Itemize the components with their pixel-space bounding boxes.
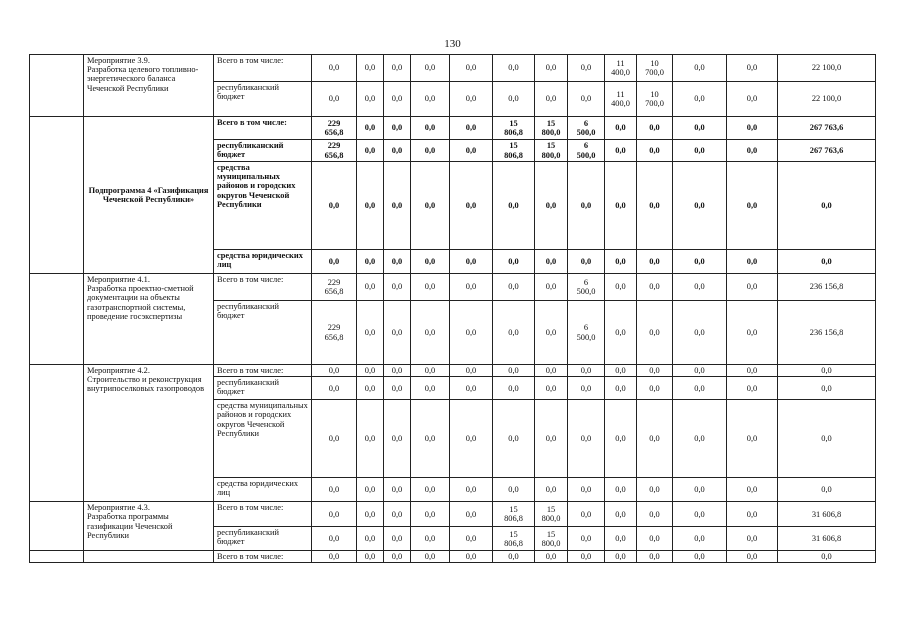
value-cell: 0,0 xyxy=(727,377,778,400)
value-cell: 0,0 xyxy=(357,551,384,563)
value-cell: 0,0 xyxy=(637,162,673,250)
value-cell: 0,0 xyxy=(384,55,411,82)
value-cell: 0,0 xyxy=(637,250,673,274)
value-cell: 0,0 xyxy=(727,55,778,82)
value-cell: 0,0 xyxy=(673,502,727,527)
value-cell: 0,0 xyxy=(605,377,637,400)
value-cell: 0,0 xyxy=(493,377,535,400)
value-cell: 0,0 xyxy=(673,250,727,274)
value-cell: 0,0 xyxy=(384,551,411,563)
value-cell: 0,0 xyxy=(637,140,673,162)
value-cell: 0,0 xyxy=(727,301,778,365)
value-cell: 0,0 xyxy=(411,117,450,140)
value-cell: 0,0 xyxy=(312,527,357,551)
value-cell: 0,0 xyxy=(411,478,450,502)
value-cell: 0,0 xyxy=(727,82,778,117)
value-cell: 0,0 xyxy=(357,250,384,274)
value-cell: 0,0 xyxy=(637,527,673,551)
value-cell: 0,0 xyxy=(637,551,673,563)
value-cell: 0,0 xyxy=(568,162,605,250)
value-cell: 0,0 xyxy=(637,274,673,301)
value-cell: 0,0 xyxy=(411,274,450,301)
total-cell: 267 763,6 xyxy=(778,140,876,162)
value-cell: 0,0 xyxy=(535,365,568,377)
value-cell: 0,0 xyxy=(727,551,778,563)
value-cell: 15 800,0 xyxy=(535,140,568,162)
value-cell: 0,0 xyxy=(493,250,535,274)
value-cell: 0,0 xyxy=(727,400,778,478)
blank-cell xyxy=(30,502,84,551)
value-cell: 0,0 xyxy=(312,55,357,82)
funding-source-cell: Всего в том числе: xyxy=(214,274,312,301)
value-cell: 0,0 xyxy=(605,274,637,301)
value-cell: 0,0 xyxy=(637,400,673,478)
value-cell: 0,0 xyxy=(357,365,384,377)
funding-source-cell: Всего в том числе: xyxy=(214,502,312,527)
value-cell: 0,0 xyxy=(727,365,778,377)
value-cell: 0,0 xyxy=(450,400,493,478)
activity-name-cell: Мероприятие 3.9. Разработка целевого топливно-энергетического баланса Чеченской Республики xyxy=(84,55,214,117)
value-cell: 0,0 xyxy=(384,301,411,365)
value-cell: 10 700,0 xyxy=(637,55,673,82)
value-cell: 0,0 xyxy=(568,365,605,377)
total-cell: 0,0 xyxy=(778,377,876,400)
page-number: 130 xyxy=(444,38,461,50)
value-cell: 0,0 xyxy=(411,377,450,400)
value-cell: 0,0 xyxy=(673,140,727,162)
value-cell: 0,0 xyxy=(384,365,411,377)
value-cell: 0,0 xyxy=(568,551,605,563)
value-cell: 11 400,0 xyxy=(605,55,637,82)
value-cell: 6 500,0 xyxy=(568,274,605,301)
value-cell: 6 500,0 xyxy=(568,140,605,162)
value-cell: 0,0 xyxy=(312,82,357,117)
value-cell: 0,0 xyxy=(673,551,727,563)
value-cell: 15 800,0 xyxy=(535,502,568,527)
value-cell: 0,0 xyxy=(605,250,637,274)
activity-name-cell: Мероприятие 4.3. Разработка программы газификации Чеченской Республики xyxy=(84,502,214,551)
value-cell: 0,0 xyxy=(493,274,535,301)
total-cell: 31 606,8 xyxy=(778,502,876,527)
funding-source-cell: средства юридических лиц xyxy=(214,478,312,502)
total-cell: 0,0 xyxy=(778,551,876,563)
value-cell: 0,0 xyxy=(605,365,637,377)
blank-cell xyxy=(30,117,84,274)
funding-source-cell: средства юридических лиц xyxy=(214,250,312,274)
value-cell: 0,0 xyxy=(673,55,727,82)
total-cell: 236 156,8 xyxy=(778,274,876,301)
value-cell: 0,0 xyxy=(673,377,727,400)
value-cell: 0,0 xyxy=(673,274,727,301)
activity-name-cell: Подпрограмма 4 «Газификация Чеченской Республики» xyxy=(84,117,214,274)
value-cell: 0,0 xyxy=(673,527,727,551)
value-cell: 0,0 xyxy=(450,274,493,301)
value-cell: 0,0 xyxy=(673,400,727,478)
value-cell: 0,0 xyxy=(493,365,535,377)
value-cell: 0,0 xyxy=(568,400,605,478)
value-cell: 0,0 xyxy=(727,274,778,301)
funding-source-cell: Всего в том числе: xyxy=(214,551,312,563)
value-cell: 0,0 xyxy=(637,365,673,377)
value-cell: 0,0 xyxy=(312,250,357,274)
value-cell: 0,0 xyxy=(411,82,450,117)
value-cell: 0,0 xyxy=(535,478,568,502)
value-cell: 0,0 xyxy=(384,117,411,140)
value-cell: 0,0 xyxy=(493,301,535,365)
value-cell: 15 806,8 xyxy=(493,502,535,527)
value-cell: 0,0 xyxy=(411,301,450,365)
value-cell: 0,0 xyxy=(605,117,637,140)
value-cell: 0,0 xyxy=(411,400,450,478)
value-cell: 15 806,8 xyxy=(493,527,535,551)
funding-source-cell: республиканский бюджет xyxy=(214,527,312,551)
value-cell: 0,0 xyxy=(384,527,411,551)
value-cell: 0,0 xyxy=(535,301,568,365)
total-cell: 0,0 xyxy=(778,250,876,274)
total-cell: 0,0 xyxy=(778,478,876,502)
value-cell: 0,0 xyxy=(357,301,384,365)
value-cell: 0,0 xyxy=(450,301,493,365)
value-cell: 0,0 xyxy=(411,250,450,274)
value-cell: 0,0 xyxy=(535,274,568,301)
value-cell: 0,0 xyxy=(673,82,727,117)
value-cell: 0,0 xyxy=(535,250,568,274)
budget-table xyxy=(29,54,876,563)
value-cell: 0,0 xyxy=(450,55,493,82)
value-cell: 10 700,0 xyxy=(637,82,673,117)
blank-cell xyxy=(30,551,84,563)
value-cell: 0,0 xyxy=(637,502,673,527)
blank-cell xyxy=(30,365,84,502)
value-cell: 0,0 xyxy=(312,365,357,377)
value-cell: 0,0 xyxy=(637,301,673,365)
value-cell: 0,0 xyxy=(357,478,384,502)
value-cell: 0,0 xyxy=(673,162,727,250)
value-cell: 0,0 xyxy=(493,478,535,502)
value-cell: 0,0 xyxy=(493,82,535,117)
value-cell: 15 800,0 xyxy=(535,527,568,551)
value-cell: 0,0 xyxy=(605,140,637,162)
funding-source-cell: республиканский бюджет xyxy=(214,82,312,117)
value-cell: 0,0 xyxy=(312,551,357,563)
value-cell: 0,0 xyxy=(605,301,637,365)
value-cell: 0,0 xyxy=(568,377,605,400)
value-cell: 0,0 xyxy=(357,82,384,117)
value-cell: 0,0 xyxy=(568,82,605,117)
funding-source-cell: республиканский бюджет xyxy=(214,377,312,400)
value-cell: 0,0 xyxy=(411,527,450,551)
total-cell: 0,0 xyxy=(778,365,876,377)
value-cell: 0,0 xyxy=(357,274,384,301)
value-cell: 0,0 xyxy=(673,365,727,377)
value-cell: 0,0 xyxy=(312,400,357,478)
value-cell: 0,0 xyxy=(411,365,450,377)
value-cell: 0,0 xyxy=(312,502,357,527)
value-cell: 0,0 xyxy=(605,502,637,527)
funding-source-cell: средства муниципальных районов и городских округов Чеченской Республики xyxy=(214,400,312,478)
value-cell: 0,0 xyxy=(637,117,673,140)
value-cell: 0,0 xyxy=(411,551,450,563)
funding-source-cell: Всего в том числе: xyxy=(214,55,312,82)
value-cell: 6 500,0 xyxy=(568,117,605,140)
value-cell: 0,0 xyxy=(357,140,384,162)
activity-name-cell xyxy=(84,551,214,563)
value-cell: 0,0 xyxy=(450,478,493,502)
value-cell: 0,0 xyxy=(384,274,411,301)
value-cell: 0,0 xyxy=(411,55,450,82)
value-cell: 0,0 xyxy=(411,162,450,250)
table-row xyxy=(30,365,876,377)
value-cell: 0,0 xyxy=(450,551,493,563)
value-cell: 0,0 xyxy=(411,502,450,527)
value-cell: 0,0 xyxy=(727,162,778,250)
value-cell: 0,0 xyxy=(450,140,493,162)
value-cell: 0,0 xyxy=(411,140,450,162)
value-cell: 0,0 xyxy=(637,377,673,400)
value-cell: 0,0 xyxy=(384,478,411,502)
value-cell: 0,0 xyxy=(605,551,637,563)
value-cell: 0,0 xyxy=(450,502,493,527)
value-cell: 0,0 xyxy=(493,162,535,250)
value-cell: 0,0 xyxy=(384,400,411,478)
value-cell: 0,0 xyxy=(727,140,778,162)
value-cell: 0,0 xyxy=(605,400,637,478)
value-cell: 229 656,8 xyxy=(312,117,357,140)
value-cell: 15 800,0 xyxy=(535,117,568,140)
value-cell: 0,0 xyxy=(535,55,568,82)
value-cell: 11 400,0 xyxy=(605,82,637,117)
value-cell: 6 500,0 xyxy=(568,301,605,365)
table-row xyxy=(30,55,876,82)
funding-source-cell: республиканский бюджет xyxy=(214,301,312,365)
value-cell: 0,0 xyxy=(535,82,568,117)
value-cell: 0,0 xyxy=(357,377,384,400)
value-cell: 0,0 xyxy=(312,478,357,502)
value-cell: 0,0 xyxy=(605,527,637,551)
value-cell: 0,0 xyxy=(384,82,411,117)
value-cell: 0,0 xyxy=(727,250,778,274)
value-cell: 0,0 xyxy=(535,377,568,400)
table-row xyxy=(30,117,876,140)
value-cell: 0,0 xyxy=(605,162,637,250)
funding-source-cell: республиканский бюджет xyxy=(214,140,312,162)
value-cell: 0,0 xyxy=(637,478,673,502)
value-cell: 0,0 xyxy=(568,527,605,551)
funding-source-cell: средства муниципальных районов и городских округов Чеченской Республики xyxy=(214,162,312,250)
value-cell: 229 656,8 xyxy=(312,301,357,365)
value-cell: 0,0 xyxy=(673,117,727,140)
value-cell: 0,0 xyxy=(357,400,384,478)
value-cell: 0,0 xyxy=(568,502,605,527)
value-cell: 0,0 xyxy=(673,301,727,365)
table-row xyxy=(30,502,876,527)
value-cell: 15 806,8 xyxy=(493,117,535,140)
value-cell: 0,0 xyxy=(450,82,493,117)
table-row xyxy=(30,551,876,563)
value-cell: 0,0 xyxy=(312,162,357,250)
value-cell: 0,0 xyxy=(605,478,637,502)
value-cell: 0,0 xyxy=(450,250,493,274)
value-cell: 0,0 xyxy=(357,162,384,250)
value-cell: 0,0 xyxy=(357,527,384,551)
funding-source-cell: Всего в том числе: xyxy=(214,117,312,140)
value-cell: 0,0 xyxy=(312,377,357,400)
funding-source-cell: Всего в том числе: xyxy=(214,365,312,377)
value-cell: 0,0 xyxy=(450,377,493,400)
value-cell: 0,0 xyxy=(384,140,411,162)
value-cell: 0,0 xyxy=(384,162,411,250)
value-cell: 0,0 xyxy=(450,162,493,250)
value-cell: 15 806,8 xyxy=(493,140,535,162)
value-cell: 0,0 xyxy=(535,400,568,478)
blank-cell xyxy=(30,55,84,117)
value-cell: 0,0 xyxy=(568,250,605,274)
value-cell: 0,0 xyxy=(450,527,493,551)
value-cell: 0,0 xyxy=(568,478,605,502)
total-cell: 0,0 xyxy=(778,400,876,478)
total-cell: 31 606,8 xyxy=(778,527,876,551)
total-cell: 267 763,6 xyxy=(778,117,876,140)
value-cell: 0,0 xyxy=(357,502,384,527)
value-cell: 0,0 xyxy=(727,502,778,527)
value-cell: 0,0 xyxy=(357,117,384,140)
value-cell: 0,0 xyxy=(493,55,535,82)
value-cell: 0,0 xyxy=(384,250,411,274)
value-cell: 229 656,8 xyxy=(312,140,357,162)
value-cell: 229 656,8 xyxy=(312,274,357,301)
activity-name-cell: Мероприятие 4.1. Разработка проектно-сметной документации на объекты газотранспортной системы, проведение госэкспертизы xyxy=(84,274,214,365)
value-cell: 0,0 xyxy=(535,551,568,563)
value-cell: 0,0 xyxy=(673,478,727,502)
value-cell: 0,0 xyxy=(535,162,568,250)
value-cell: 0,0 xyxy=(357,55,384,82)
value-cell: 0,0 xyxy=(493,551,535,563)
total-cell: 0,0 xyxy=(778,162,876,250)
value-cell: 0,0 xyxy=(727,117,778,140)
value-cell: 0,0 xyxy=(450,365,493,377)
value-cell: 0,0 xyxy=(568,55,605,82)
value-cell: 0,0 xyxy=(450,117,493,140)
value-cell: 0,0 xyxy=(493,400,535,478)
activity-name-cell: Мероприятие 4.2. Строительство и реконструкция внутрипоселковых газопроводов xyxy=(84,365,214,502)
blank-cell xyxy=(30,274,84,365)
value-cell: 0,0 xyxy=(384,377,411,400)
total-cell: 22 100,0 xyxy=(778,82,876,117)
total-cell: 22 100,0 xyxy=(778,55,876,82)
value-cell: 0,0 xyxy=(727,527,778,551)
value-cell: 0,0 xyxy=(384,502,411,527)
table-row xyxy=(30,274,876,301)
total-cell: 236 156,8 xyxy=(778,301,876,365)
value-cell: 0,0 xyxy=(727,478,778,502)
